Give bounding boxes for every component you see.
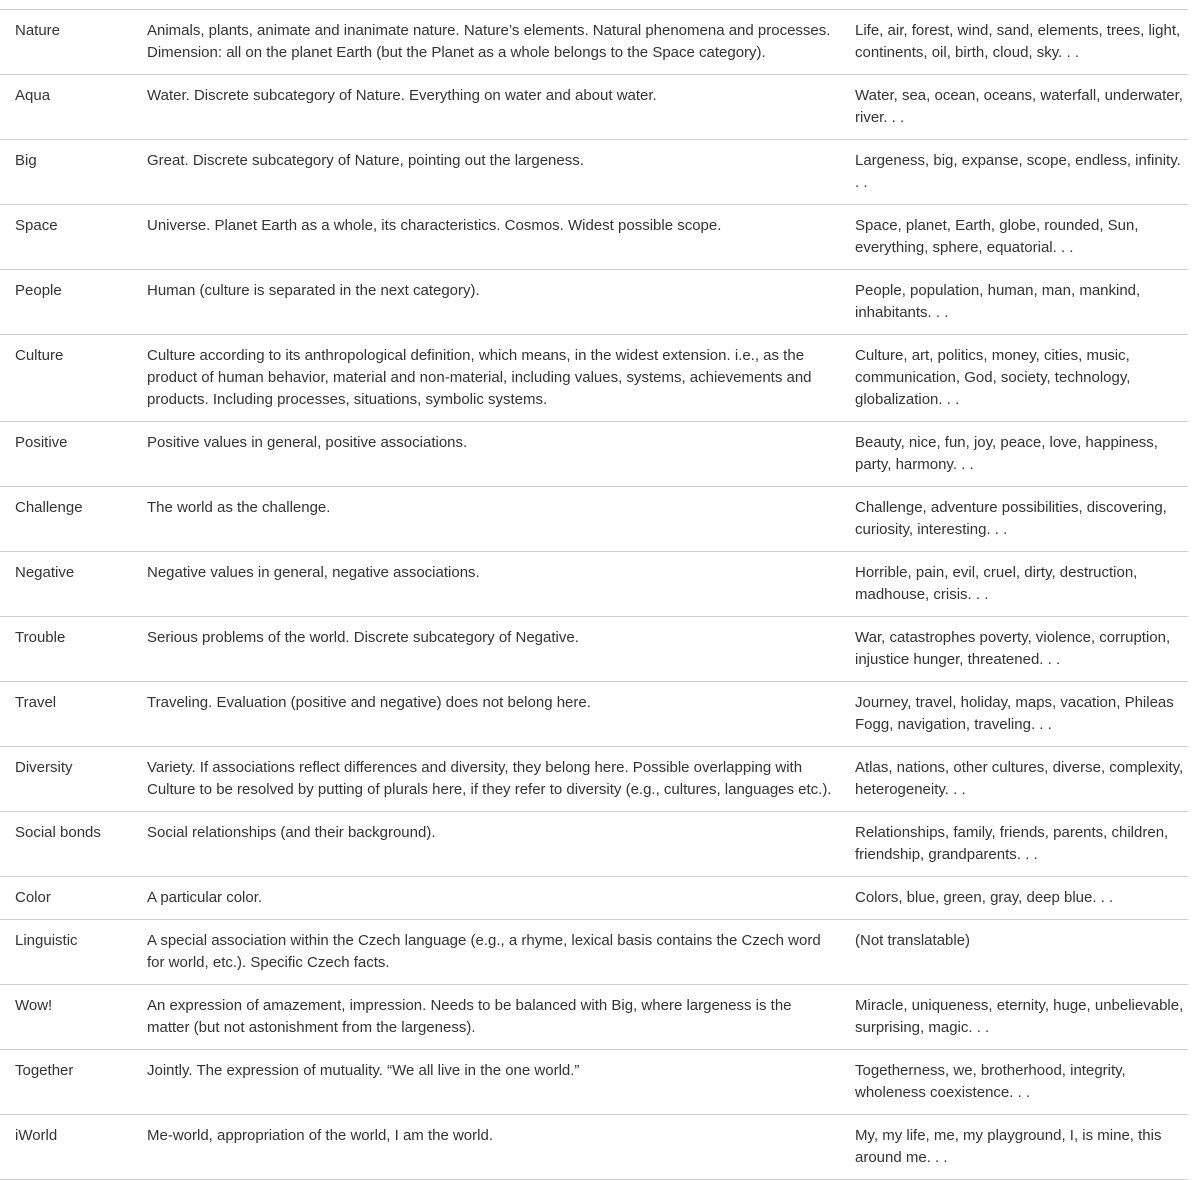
examples-cell: Togetherness, we, brotherhood, integrity, wholeness coexistence. . . [855, 1062, 1126, 1101]
description-cell: Great. Discrete subcategory of Nature, pointing out the largeness. [147, 152, 584, 169]
category-cell: Nature [15, 22, 61, 39]
category-cell: Wow! [15, 997, 53, 1014]
description-cell: Variety. If associations reflect differences and diversity, they belong here. Possible overlapping with Culture to be resolved by putting of plurals here, if they refer to diversity (e.g., cultures, languages etc.). [147, 759, 832, 798]
examples-cell: War, catastrophes poverty, violence, corruption, injustice hunger, threatened. . . [855, 629, 1171, 668]
description-cell: Serious problems of the world. Discrete subcategory of Negative. [147, 629, 579, 646]
category-cell: Color [15, 889, 51, 906]
examples-cell: Journey, travel, holiday, maps, vacation, Phileas Fogg, navigation, traveling. . . [855, 694, 1174, 733]
table-row [0, 617, 1188, 682]
examples-cell: Challenge, adventure possibilities, discovering, curiosity, interesting. . . [855, 499, 1167, 538]
table-row [0, 552, 1188, 617]
category-cell: iWorld [15, 1127, 58, 1144]
table-row [0, 487, 1188, 552]
table-row [0, 140, 1188, 205]
examples-cell: Beauty, nice, fun, joy, peace, love, happiness, party, harmony. . . [855, 434, 1158, 473]
table-row [0, 205, 1188, 270]
category-cell: Big [15, 152, 37, 169]
category-cell: Challenge [15, 499, 83, 516]
description-cell: The world as the challenge. [147, 499, 331, 516]
table-row [0, 335, 1188, 422]
category-cell: People [15, 282, 62, 299]
table-row [0, 270, 1188, 335]
examples-cell: Horrible, pain, evil, cruel, dirty, destruction, madhouse, crisis. . . [855, 564, 1138, 603]
description-cell: A particular color. [147, 889, 263, 906]
table-row [0, 1115, 1188, 1180]
table-row [0, 10, 1188, 75]
examples-cell: Life, air, forest, wind, sand, elements, trees, light, continents, oil, birth, cloud, sky. . . [855, 22, 1181, 61]
examples-cell: Culture, art, politics, money, cities, music, communication, God, society, technology, globalization. . . [855, 347, 1131, 408]
description-cell: Jointly. The expression of mutuality. “We all live in the one world.” [147, 1062, 580, 1079]
category-cell: Culture [15, 347, 64, 364]
examples-cell: Relationships, family, friends, parents, children, friendship, grandparents. . . [855, 824, 1169, 863]
category-cell: Space [15, 217, 58, 234]
table-row [0, 985, 1188, 1050]
description-cell: Human (culture is separated in the next category). [147, 282, 480, 299]
table-row [0, 75, 1188, 140]
category-cell: Travel [15, 694, 57, 711]
table-row [0, 1050, 1188, 1115]
category-cell: Linguistic [15, 932, 78, 949]
description-cell: Negative values in general, negative associations. [147, 564, 480, 581]
table-row [0, 747, 1188, 812]
description-cell: Water. Discrete subcategory of Nature. Everything on water and about water. [147, 87, 657, 104]
description-cell: Positive values in general, positive associations. [147, 434, 468, 451]
description-cell: A special association within the Czech language (e.g., a rhyme, lexical basis contains the Czech word for world, etc.). Specific Czech facts. [147, 932, 821, 971]
description-cell: Animals, plants, animate and inanimate nature. Nature’s elements. Natural phenomena and processes. Dimension: all on the planet Earth (but the Planet as a whole belongs to the Space category). [147, 22, 831, 61]
category-cell: Positive [15, 434, 68, 451]
category-cell: Social bonds [15, 824, 101, 841]
examples-cell: Colors, blue, green, gray, deep blue. . . [855, 889, 1114, 906]
table-row [0, 812, 1188, 877]
table-row [0, 877, 1188, 920]
category-cell: Aqua [15, 87, 51, 104]
examples-cell: Water, sea, ocean, oceans, waterfall, underwater, river. . . [855, 87, 1183, 126]
examples-cell: (Not translatable) [855, 932, 971, 949]
description-cell: Me-world, appropriation of the world, I am the world. [147, 1127, 493, 1144]
examples-cell: Miracle, uniqueness, eternity, huge, unbelievable, surprising, magic. . . [855, 997, 1184, 1036]
category-cell: Together [15, 1062, 74, 1079]
examples-cell: Space, planet, Earth, globe, rounded, Sun, everything, sphere, equatorial. . . [855, 217, 1139, 256]
description-cell: Universe. Planet Earth as a whole, its characteristics. Cosmos. Widest possible scope. [147, 217, 722, 234]
category-cell: Negative [15, 564, 75, 581]
table-row [0, 682, 1188, 747]
examples-cell: Largeness, big, expanse, scope, endless, infinity. . . [855, 152, 1181, 191]
examples-cell: My, my life, me, my playground, I, is mine, this around me. . . [855, 1127, 1162, 1166]
description-cell: An expression of amazement, impression. Needs to be balanced with Big, where largeness is the matter (but not astonishment from the largeness). [147, 997, 792, 1036]
description-cell: Traveling. Evaluation (positive and negative) does not belong here. [147, 694, 591, 711]
category-cell: Trouble [15, 629, 66, 646]
table-row [0, 920, 1188, 985]
examples-cell: Atlas, nations, other cultures, diverse, complexity, heterogeneity. . . [855, 759, 1184, 798]
examples-cell: People, population, human, man, mankind, inhabitants. . . [855, 282, 1141, 321]
description-cell: Social relationships (and their background). [147, 824, 436, 841]
category-cell: Diversity [15, 759, 73, 776]
description-cell: Culture according to its anthropological definition, which means, in the widest extension. i.e., as the product of human behavior, material and non-material, including values, systems, achievements and products. Including processes, situations, symbolic systems. [147, 347, 812, 408]
table-row [0, 422, 1188, 487]
table-body [0, 10, 1188, 1180]
